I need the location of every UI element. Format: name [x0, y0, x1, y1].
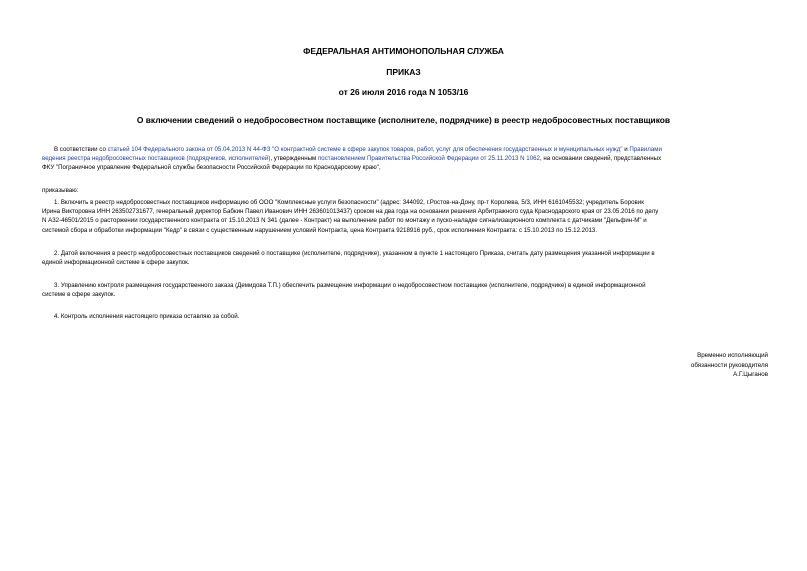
- item-3-line: системе в сфере закупок.: [42, 291, 116, 299]
- item-2: [42, 249, 770, 267]
- item-1: [42, 198, 770, 235]
- preamble-text: , утвержденным: [270, 155, 318, 163]
- item-4-line: 4. Контроль исполнения настоящего приказа оставляю за собой.: [54, 313, 240, 320]
- preamble-line-1: [42, 145, 770, 154]
- resolution-link[interactable]: постановлением Правительства Российской Федерации от 25.11.2013 N 1062: [317, 155, 540, 163]
- signature-title-2: обязанности руководителя: [690, 361, 768, 369]
- doc-date-number: от 26 июля 2016 года N 1053/16: [338, 87, 469, 97]
- preamble-text: В соответствии со: [54, 146, 108, 153]
- item-2-line: 2. Датой включения в реестр недобросовестных поставщиков сведений о поставщике (исполнителе, подрядчике), указанном в пункте 1 настоящего Приказа, считать дату размещения указанной информации в: [54, 250, 655, 257]
- preamble-text: и: [622, 146, 630, 153]
- signature-title-1: Временно исполняющий: [697, 352, 768, 359]
- preamble-line-2: [42, 154, 770, 163]
- signature-block: [600, 351, 768, 380]
- preamble-text: , на основании сведений, представленных: [539, 155, 662, 163]
- item-4: [42, 312, 770, 321]
- item-1-line: 1. Включить в реестр недобросовестных поставщиков информацию об ООО "Комплексные услуги безопасности" (адрес: 344092, г.Ростов-на-Дону, пр-т Королева, 5/3, ИНН 6161045532; учредитель Боровик: [54, 199, 644, 206]
- orders-label: приказываю:: [42, 187, 79, 194]
- item-1-line: системой сбора и обработки информации "Кедр" в связи с существенным нарушением условий Контракта, цена Контракта 9218916 руб., срок исполнения Контракта: с 15.10.2013 по 15.12.2013.: [42, 226, 598, 234]
- doc-subject: О включении сведений о недобросовестном поставщике (исполнителе, подрядчике) в реестр недобросовестных поставщиков: [136, 115, 671, 125]
- preamble: [42, 145, 770, 173]
- signatory-name: А.Г.Цыганов: [733, 371, 768, 379]
- agency-title: ФЕДЕРАЛЬНАЯ АНТИМОНОПОЛЬНАЯ СЛУЖБА: [303, 46, 504, 56]
- rules-link[interactable]: Правилами: [629, 146, 662, 153]
- item-3-line: 3. Управлению контроля размещения государственного заказа (Демидова Т.П.) обеспечить размещение информации о недобросовестном поставщике (исполнителе, подрядчике) в единой информационной: [54, 282, 646, 289]
- item-1-line: Ирина Викторовна ИНН 263502731677, генеральный директор Бабкин Павел Иванович ИНН 263601013437) сроком на два года на основании решения Арбитражного суда Краснодарского края от 23.05.2016 по делу: [42, 208, 659, 216]
- rules-link-cont[interactable]: ведения реестра недобросовестных поставщиков (подрядчиков, исполнителей): [42, 155, 271, 163]
- preamble-line-3: ФКУ "Пограничное управление Федеральной службы безопасности Российской Федерации по Краснодарскому краю",: [42, 164, 381, 172]
- item-1-line: N А32-46501/2015 о расторжении государственного контракта от 15.10.2013 N 341 (далее - Контракт) на выполнение работ по монтажу и пуско-наладке сигнализационного комплекта с датчиками "Дельфин-М" и: [42, 217, 647, 225]
- doc-type: ПРИКАЗ: [386, 67, 421, 77]
- item-3: [42, 281, 770, 299]
- item-2-line: единой информационной системе в сфере закупок.: [42, 259, 190, 267]
- law-link[interactable]: статьей 104 Федерального закона от 05.04.2013 N 44-ФЗ "О контрактной системе в сфере закупок товаров, работ, услуг для обеспечения государственных и муниципальных нужд": [107, 146, 623, 153]
